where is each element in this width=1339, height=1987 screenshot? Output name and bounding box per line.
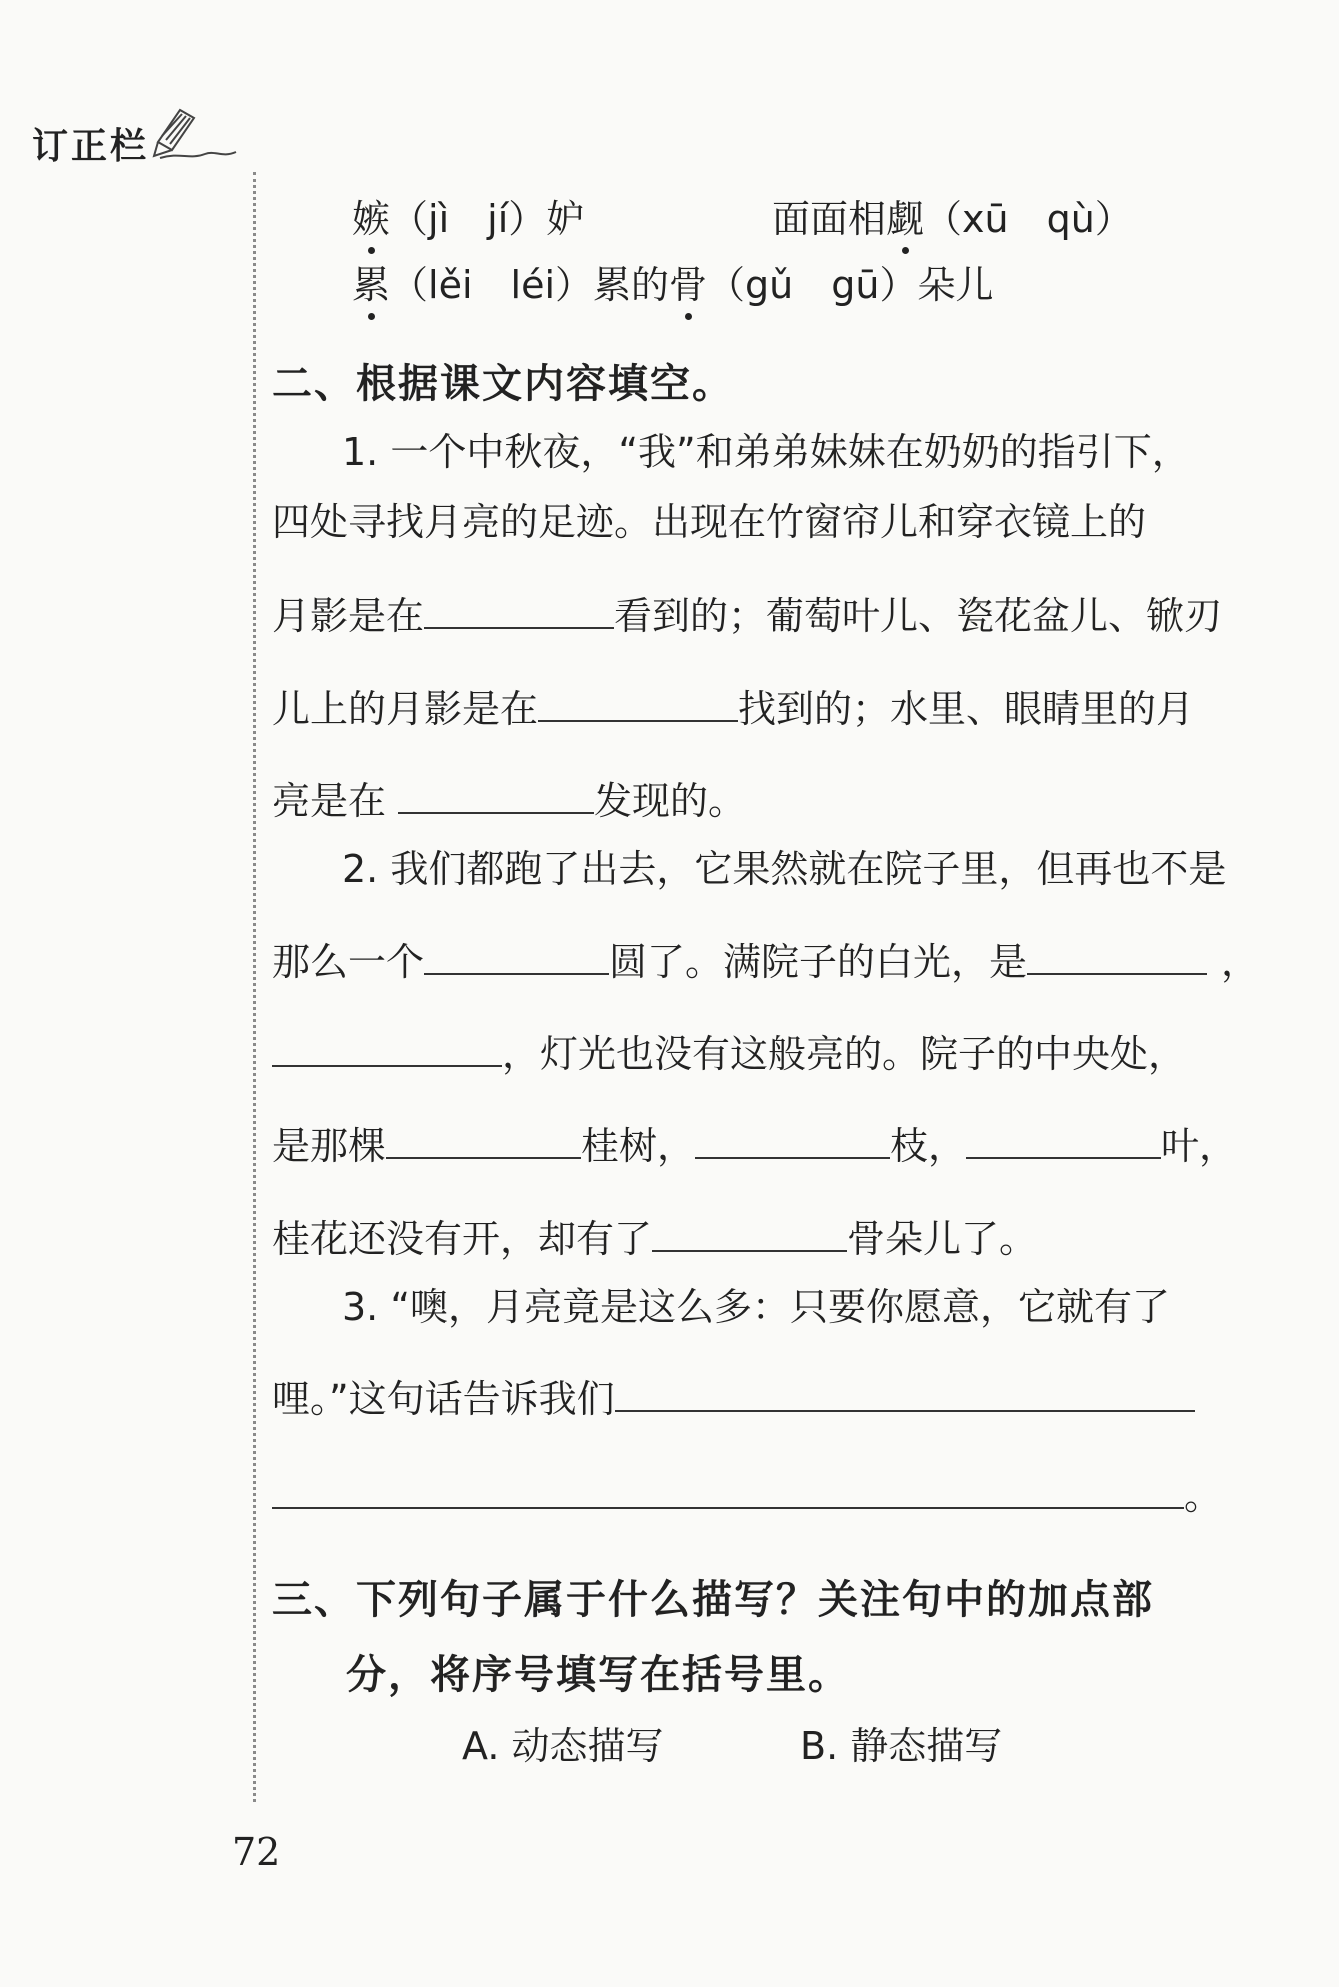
text: 儿上的月影是在: [272, 687, 539, 731]
word-rest: 妒: [546, 197, 585, 241]
text: 亮是在: [272, 779, 387, 823]
page-number: 72: [232, 1830, 281, 1874]
q1-line-2: 四处寻找月亮的足迹。出现在竹窗帘儿和穿衣镜上的: [272, 500, 1147, 544]
answer-blank[interactable]: [966, 1156, 1161, 1159]
text: 。: [1184, 1474, 1223, 1518]
answer-blank[interactable]: [615, 1409, 1195, 1412]
answer-blank[interactable]: [272, 1506, 1184, 1509]
correction-column-label: 订正栏: [32, 126, 150, 167]
answer-blank[interactable]: [424, 972, 609, 975]
word-mid: 累的: [593, 263, 670, 307]
word-prefix: 面面相: [772, 197, 887, 241]
q2-line-2: [272, 940, 1279, 984]
option-b: B. 静态描写: [800, 1724, 1003, 1768]
margin-divider: [253, 172, 256, 1802]
text: 看到的；葡萄叶儿、瓷花盆儿、锨刃: [614, 594, 1223, 638]
text: 发现的。: [594, 779, 747, 823]
option-a: A. 动态描写: [462, 1724, 664, 1768]
text: 桂花还没有开，却有了: [272, 1217, 653, 1261]
section-3-title-line-2: 分，将序号填写在括号里。: [346, 1652, 850, 1698]
dotted-char: 累: [352, 263, 391, 307]
q1-line-4: [272, 687, 1279, 731]
pinyin-options: （lěi léi）: [390, 263, 594, 307]
text: 那么一个: [272, 940, 425, 984]
text: 找到的；水里、眼睛里的月: [738, 687, 1195, 731]
text: 桂树，: [581, 1124, 696, 1168]
text: ，: [1221, 940, 1260, 984]
text: 骨朵儿了。: [847, 1217, 1038, 1261]
answer-blank[interactable]: [695, 1156, 890, 1159]
q2-line-1: 2. 我们都跑了出去，它果然就在院子里，但再也不是: [342, 847, 1227, 891]
answer-blank[interactable]: [398, 811, 594, 814]
answer-blank[interactable]: [386, 1156, 581, 1159]
section-3-title-line-1: 三、下列句子属于什么描写？关注句中的加点部: [272, 1577, 1154, 1623]
text: 是那棵: [272, 1124, 387, 1168]
q3-line-1: 3. “噢，月亮竟是这么多：只要你愿意，它就有了: [342, 1285, 1171, 1329]
answer-blank[interactable]: [652, 1249, 847, 1252]
pinyin-options: （jì jí）: [390, 197, 547, 241]
answer-blank[interactable]: [272, 1064, 502, 1067]
q2-line-4: [272, 1124, 1279, 1168]
text: 月影是在: [272, 594, 425, 638]
pinyin-options: （xū qù）: [924, 197, 1133, 241]
text: 圆了。满院子的白光，是: [609, 940, 1028, 984]
word-rest: 朵儿: [917, 263, 994, 307]
dotted-char: 嫉: [352, 197, 391, 241]
text: 哩。”这句话告诉我们: [272, 1377, 615, 1421]
q1-line-5: [272, 779, 1279, 823]
pinyin-options: （gǔ gū）: [707, 263, 918, 307]
q2-line-5: [272, 1217, 1279, 1261]
pencil-icon: [150, 102, 240, 162]
section-2-title: 二、根据课文内容填空。: [272, 361, 734, 407]
answer-blank[interactable]: [424, 626, 614, 629]
q3-line-3: [272, 1474, 1279, 1518]
text: 叶，: [1161, 1124, 1238, 1168]
dotted-char: 觑: [886, 197, 925, 241]
dotted-char: 骨: [669, 263, 708, 307]
q2-line-3: [272, 1032, 1279, 1076]
text: 枝，: [890, 1124, 967, 1168]
answer-blank[interactable]: [1027, 972, 1207, 975]
q1-line-3: [272, 594, 1279, 638]
answer-blank[interactable]: [538, 719, 738, 722]
text: ，灯光也没有这般亮的。院子的中央处，: [502, 1032, 1187, 1076]
q1-line-1: 1. 一个中秋夜，“我”和弟弟妹妹在奶奶的指引下，: [342, 430, 1190, 474]
q3-line-2: [272, 1377, 1279, 1421]
